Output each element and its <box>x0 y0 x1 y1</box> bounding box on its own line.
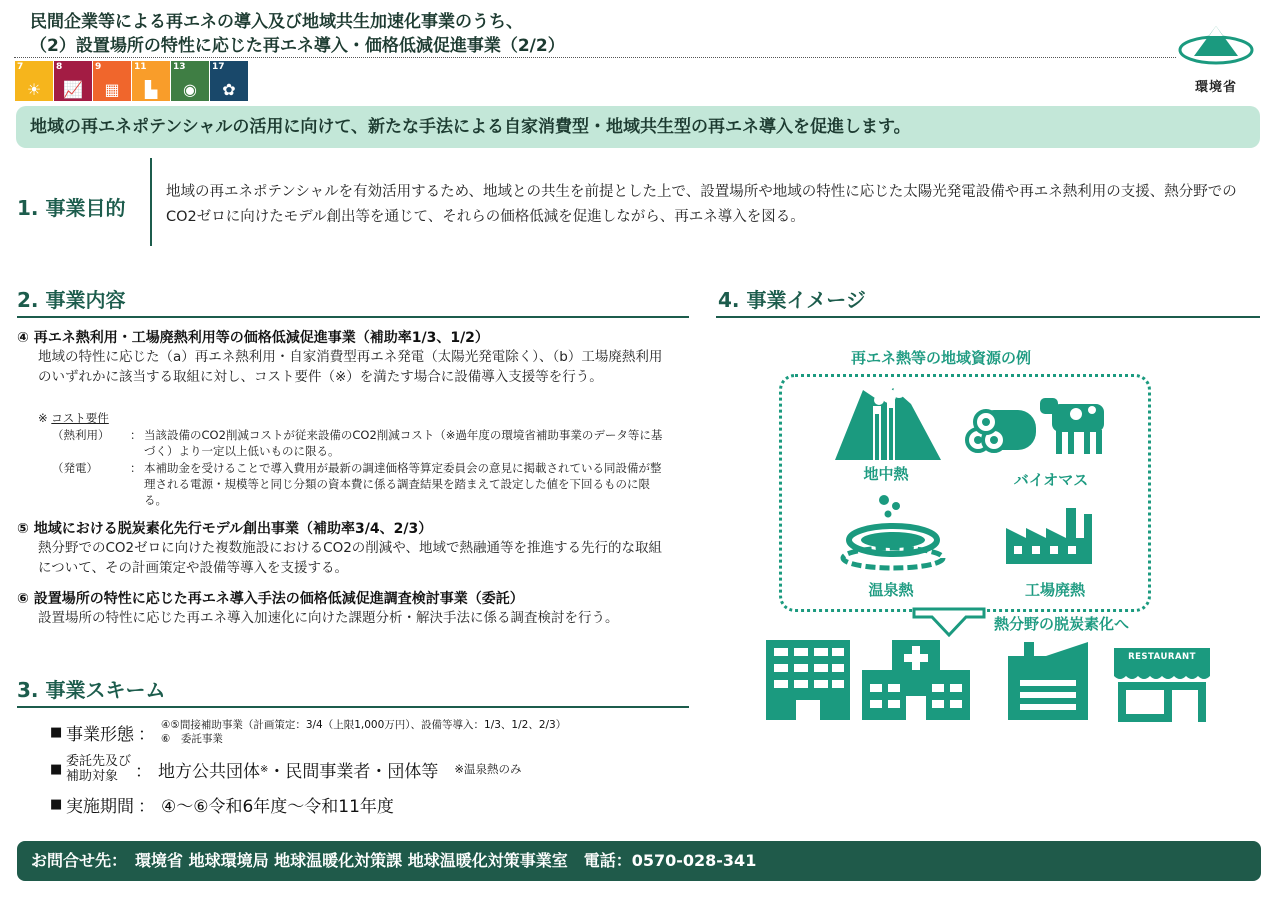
item6-title: ⑥ 設置場所の特性に応じた再エネ導入手法の価格低減促進調査検討事業（委託） <box>17 591 524 607</box>
scheme-target-sup: ※ <box>260 763 269 775</box>
scheme-row-period <box>50 792 394 817</box>
scheme-form-value-1: ④⑤間接補助事業（計画策定：3/4（上限1,000万円）、設備等導入：1/3、1/2、2/3） <box>161 719 567 731</box>
label-factory-heat: 工場廃熱 <box>1024 581 1085 599</box>
item5-title: ⑤ 地域における脱炭素化先行モデル創出事業（補助率3/4、2/3） <box>17 521 433 537</box>
label-geothermal: 地中熱 <box>863 465 909 483</box>
growth-chart-icon: 📈 <box>63 80 83 99</box>
scheme-period-label: 実施期間 <box>66 797 134 817</box>
restaurant-icon <box>1114 648 1210 722</box>
note-power-head: （発電） <box>52 461 98 475</box>
eye-earth-icon: ◉ <box>183 80 197 99</box>
scheme-target-value-2: ・民間事業者・団体等 <box>268 761 439 782</box>
ministry-mountain-icon <box>1176 22 1256 72</box>
title-line-1: 民間企業等による再エネの導入及び地域共生加速化事業のうち、 <box>30 12 523 32</box>
scheme-target-label-2: 補助対象 <box>66 769 119 784</box>
scheme-colon: ： <box>135 761 153 782</box>
office-building-icon <box>766 640 852 722</box>
bullet: ■ <box>50 761 63 777</box>
section4-rule <box>716 316 1260 318</box>
decarbonization-label: 熱分野の脱炭素化へ <box>994 615 1130 633</box>
scheme-form-value-2: ⑥ 委託事業 <box>161 733 223 745</box>
scheme-form-label: 事業形態 <box>66 724 134 745</box>
ministry-name: 環境省 <box>1194 80 1237 95</box>
sdg-number: 8 <box>56 62 63 72</box>
cost-requirement-notes <box>52 427 672 508</box>
scheme-period-value: ④～⑥令和6年度～令和11年度 <box>161 797 394 817</box>
label-hot-spring: 温泉熱 <box>868 581 914 599</box>
scheme-colon: ： <box>138 797 155 817</box>
section1-text: 地域の再エネポテンシャルを有効活用するため、地域との共生を前提とした上で、設置場所や地域の特性に応じた太陽光発電設備や再エネ熱利用の支援、熱分野でのCO2ゼロに向けたモデル創出等を通じて、それらの価格低減を促進しながら、再エネ導入を図る。 <box>166 184 1237 225</box>
contact-footer: お問合せ先： 環境省 地球環境局 地球温暖化対策課 地球温暖化対策事業室 電話：0570-028-341 <box>17 841 1261 881</box>
cubes-icon: ▦ <box>104 80 120 99</box>
logs-icon <box>967 410 1036 451</box>
factory-icon <box>1004 504 1104 566</box>
note-heat-colon: ： <box>130 428 142 442</box>
restaurant-storefront-icon <box>1114 666 1210 722</box>
biomass-icon <box>964 390 1114 458</box>
item5-body: 熱分野でのCO2ゼロに向けた複数施設におけるCO2の削減や、地域で熱融通等を推進する先行的な取組について、その計画策定や設備等導入を支援する。 <box>38 540 663 576</box>
section2-rule <box>17 316 689 318</box>
restaurant-sign: RESTAURANT <box>1114 648 1210 666</box>
cost-requirement-title: コスト要件 <box>51 411 109 425</box>
sun-icon: ☀ <box>26 80 42 99</box>
note-power-colon: ： <box>130 461 142 475</box>
scheme-row-target <box>50 754 522 784</box>
section1-title: 1. 事業目的 <box>17 196 126 220</box>
note-mark: ※ <box>38 411 48 425</box>
scheme-colon: ： <box>138 724 155 745</box>
sdg-goal-9 <box>93 61 131 101</box>
scheme-target-value: 地方公共団体 <box>158 761 261 782</box>
cost-requirement-heading <box>38 410 109 426</box>
note-heat-head: （熱利用） <box>52 428 110 442</box>
scheme-target-label <box>66 754 131 784</box>
item4-body: 地域の特性に応じた（a）再エネ熱利用・自家消費型再エネ発電（太陽光発電除く）、（b）工場廃熱利用のいずれかに該当する取組に対し、コスト要件（※）を満たす場合に設備導入支援等を行う。 <box>38 349 663 385</box>
sdg-number: 9 <box>95 62 102 72</box>
city-icon: ▙ <box>144 80 158 99</box>
section1-divider <box>150 158 152 246</box>
section3-rule <box>17 706 689 708</box>
hospital-icon <box>862 640 972 722</box>
sdg-goal-17 <box>210 61 248 101</box>
sdg-number: 13 <box>173 62 186 72</box>
label-biomass: バイオマス <box>1013 471 1089 489</box>
item6-body: 設置場所の特性に応じた再エネ導入加速化に向けた課題分析・解決手法に係る調査検討を行う。 <box>38 610 619 626</box>
note-heat <box>52 427 672 459</box>
sdg-goal-8 <box>54 61 92 101</box>
cow-icon <box>1040 398 1104 454</box>
rings-icon: ✿ <box>222 80 236 99</box>
down-arrow-icon <box>912 607 986 637</box>
sdg-number: 7 <box>17 62 24 72</box>
section3-title: 3. 事業スキーム <box>17 678 166 702</box>
resources-title: 再エネ熱等の地域資源の例 <box>851 349 1032 367</box>
sdg-number: 11 <box>134 62 147 72</box>
hot-spring-icon <box>840 492 946 572</box>
bullet: ■ <box>50 797 63 812</box>
scheme-target-note: ※温泉熱のみ <box>454 762 522 776</box>
scheme-target-label-1: 委託先及び <box>66 754 132 769</box>
sdg-number: 17 <box>212 62 225 72</box>
geothermal-icon <box>833 380 943 462</box>
note-power <box>52 460 672 508</box>
section4-title: 4. 事業イメージ <box>718 288 866 312</box>
lead-banner: 地域の再エネポテンシャルの活用に向けて、新たな手法による自家消費型・地域共生型の再エネ導入を促進します。 <box>16 106 1260 148</box>
item4-title: ④ 再エネ熱利用・工場廃熱利用等の価格低減促進事業（補助率1/3、1/2） <box>17 330 489 346</box>
scheme-row-form <box>50 718 566 746</box>
section2-title: 2. 事業内容 <box>17 288 126 312</box>
scheme-form-values <box>161 718 566 746</box>
factory-building-icon <box>1006 640 1090 722</box>
sdg-icons <box>15 61 248 101</box>
title-divider <box>14 57 1176 58</box>
sdg-goal-7 <box>15 61 53 101</box>
ministry-logo <box>1176 22 1256 95</box>
title-line-2: （2）設置場所の特性に応じた再エネ導入・価格低減促進事業（2/2） <box>30 36 565 56</box>
note-power-text: 本補助金を受けることで導入費用が最新の調達価格等算定委員会の意見に掲載されている同設備が整理される電源・規模等と同じ分類の資本費に係る調査結果を踏まえて設定した値を下回るものに限る。 <box>144 461 662 507</box>
sdg-goal-13 <box>171 61 209 101</box>
bullet: ■ <box>50 724 63 740</box>
sdg-goal-11 <box>132 61 170 101</box>
note-heat-text: 当該設備のCO2削減コストが従来設備のCO2削減コスト（※過年度の環境省補助事業のデータ等に基づく）より一定以上低いものに限る。 <box>144 428 663 458</box>
